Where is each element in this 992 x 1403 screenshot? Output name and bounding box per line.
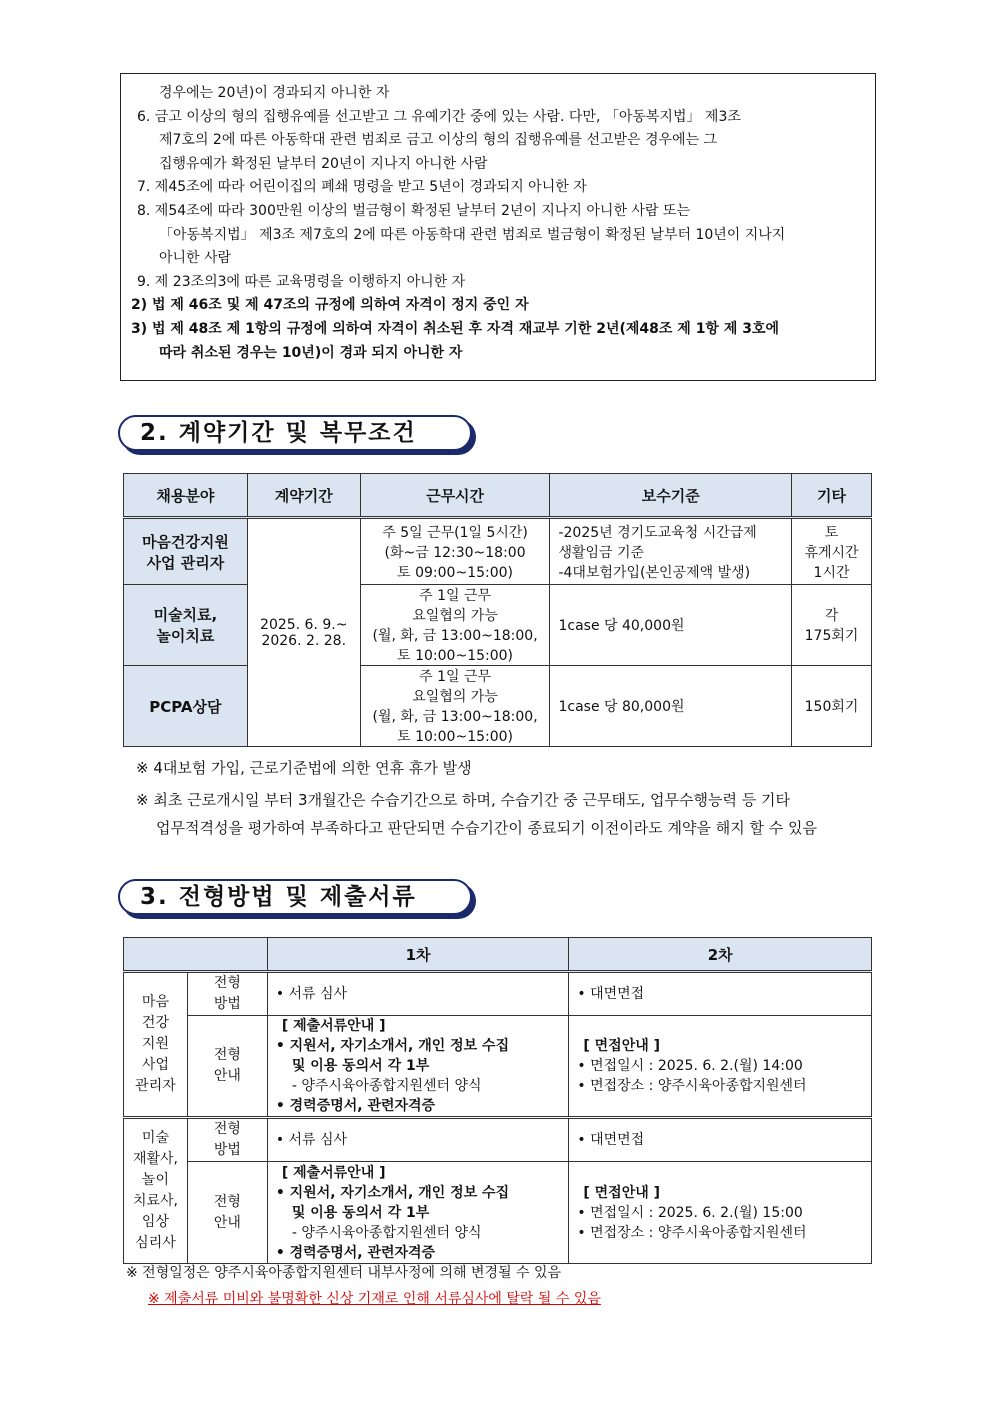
header-field: 채용분야 — [124, 474, 248, 518]
group-label: 미술 재활사, 놀이 치료사, 임상 심리사 — [124, 1118, 188, 1264]
box-line: 8. 제54조에 따라 300만원 이상의 벌금형이 확정된 날부터 2년이 지나지 아니한 사람 또는 — [137, 202, 690, 219]
hours-cell: 주 5일 근무(1일 5시간) (화~금 12:30~18:00 토 09:00~15:00) — [360, 518, 550, 585]
table-row — [124, 518, 872, 585]
eligibility-box — [120, 73, 876, 381]
guide-round-1: [ 제출서류안내 ] • 지원서, 자기소개서, 개인 정보 수집 및 이용 동의서 각 1부 - 양주시육아종합지원센터 양식 • 경력증명서, 관련자격증 — [267, 1162, 569, 1264]
guide-round-2: [ 면접안내 ] • 면접일시 : 2025. 6. 2.(월) 15:00 • 면접장소 : 양주시육아종합지원센터 — [569, 1162, 872, 1264]
table-row — [124, 1118, 872, 1162]
table-row — [124, 972, 872, 1016]
method-round-2: • 대면면접 — [569, 972, 872, 1016]
selection-table — [123, 937, 872, 1264]
method-round-1: • 서류 심사 — [267, 1118, 569, 1162]
box-line: 집행유예가 확정된 날부터 20년이 지나지 아니한 사람 — [159, 155, 488, 172]
pay-cell: 1case 당 40,000원 — [550, 585, 792, 666]
guide-round-2: [ 면접안내 ] • 면접일시 : 2025. 6. 2.(월) 14:00 • 면접장소 : 양주시육아종합지원센터 — [569, 1016, 872, 1118]
field-cell: PCPA상담 — [124, 666, 248, 747]
table-row — [124, 585, 872, 666]
note-probation-cont: 업무적격성을 평가하여 부족하다고 판단되면 수습기간이 종료되기 이전이라도 계약을 해지 할 수 있음 — [156, 819, 818, 837]
guide-label: 전형 안내 — [187, 1016, 267, 1118]
table-row — [124, 666, 872, 747]
group-label: 마음 건강 지원 사업 관리자 — [124, 972, 188, 1118]
box-line: 9. 제 23조의3에 따른 교육명령을 이행하지 아니한 자 — [137, 273, 466, 290]
box-line: 따라 취소된 경우는 10년)이 경과 되지 아니한 자 — [159, 344, 463, 361]
box-line: 7. 제45조에 따라 어린이집의 폐쇄 명령을 받고 5년이 경과되지 아니한 자 — [137, 179, 587, 196]
method-round-2: • 대면면접 — [569, 1118, 872, 1162]
field-cell: 미술치료, 놀이치료 — [124, 585, 248, 666]
method-round-1: • 서류 심사 — [267, 972, 569, 1016]
table-header-row — [124, 474, 872, 518]
header-period: 계약기간 — [247, 474, 360, 518]
contract-table — [123, 473, 872, 747]
box-line: 「아동복지법」 제3조 제7호의 2에 따른 아동학대 관련 범죄로 벌금형이 확정된 날부터 10년이 지나지 — [159, 226, 786, 243]
guide-round-1: [ 제출서류안내 ] • 지원서, 자기소개서, 개인 정보 수집 및 이용 동의서 각 1부 - 양주시육아종합지원센터 양식 • 경력증명서, 관련자격증 — [267, 1016, 569, 1118]
box-line: 6. 금고 이상의 형의 집행유예를 선고받고 그 유예기간 중에 있는 사람. 다만, 「아동복지법」 제3조 — [137, 108, 741, 125]
box-line: 제7호의 2에 따른 아동학대 관련 범죄로 금고 이상의 형의 집행유예를 선고받은 경우에는 그 — [159, 132, 718, 149]
pay-cell: -2025년 경기도교육청 시간급제 생활임금 기준 -4대보험가입(본인공제액 발생) — [550, 518, 792, 585]
note-probation: ※ 최초 근로개시일 부터 3개월간은 수습기간으로 하며, 수습기간 중 근무태도, 업무수행능력 등 기타 — [136, 791, 790, 809]
box-line: 2) 법 제 46조 및 제 47조의 규정에 의하여 자격이 정지 중인 자 — [131, 297, 529, 314]
hours-cell: 주 1일 근무 요일협의 가능 (월, 화, 금 13:00~18:00, 토 10:00~15:00) — [360, 666, 550, 747]
box-line: 아니한 사람 — [159, 250, 232, 267]
header-round-2: 2차 — [569, 938, 872, 972]
document-warning-note: ※ 제출서류 미비와 불명확한 신상 기재로 인해 서류심사에 탈락 될 수 있음 — [148, 1291, 601, 1307]
etc-cell: 토 휴게시간 1시간 — [792, 518, 872, 585]
method-label: 전형 방법 — [187, 1118, 267, 1162]
header-empty — [124, 938, 268, 972]
section-2-title-text: 2. 계약기간 및 복무조건 — [118, 415, 472, 451]
period-cell: 2025. 6. 9.~ 2026. 2. 28. — [247, 518, 360, 747]
schedule-change-note: ※ 전형일정은 양주시육아종합지원센터 내부사정에 의해 변경될 수 있음 — [126, 1265, 562, 1281]
note-insurance: ※ 4대보험 가입, 근로기준법에 의한 연휴 휴가 발생 — [136, 759, 472, 777]
method-label: 전형 방법 — [187, 972, 267, 1016]
box-line: 경우에는 20년)이 경과되지 아니한 자 — [159, 85, 390, 101]
hours-cell: 주 1일 근무 요일협의 가능 (월, 화, 금 13:00~18:00, 토 10:00~15:00) — [360, 585, 550, 666]
table-header-row — [124, 938, 872, 972]
etc-cell: 각 175회기 — [792, 585, 872, 666]
header-pay: 보수기준 — [550, 474, 792, 518]
header-hours: 근무시간 — [360, 474, 550, 518]
pay-cell: 1case 당 80,000원 — [550, 666, 792, 747]
section-3-title-text: 3. 전형방법 및 제출서류 — [118, 879, 472, 915]
header-etc: 기타 — [792, 474, 872, 518]
box-line: 3) 법 제 48조 제 1항의 규정에 의하여 자격이 취소된 후 자격 재교부 기한 2년(제48조 제 1항 제 3호에 — [131, 320, 780, 337]
table-row — [124, 1016, 872, 1118]
etc-cell: 150회기 — [792, 666, 872, 747]
guide-label: 전형 안내 — [187, 1162, 267, 1264]
table-row — [124, 1162, 872, 1264]
header-round-1: 1차 — [267, 938, 569, 972]
field-cell: 마음건강지원 사업 관리자 — [124, 518, 248, 585]
